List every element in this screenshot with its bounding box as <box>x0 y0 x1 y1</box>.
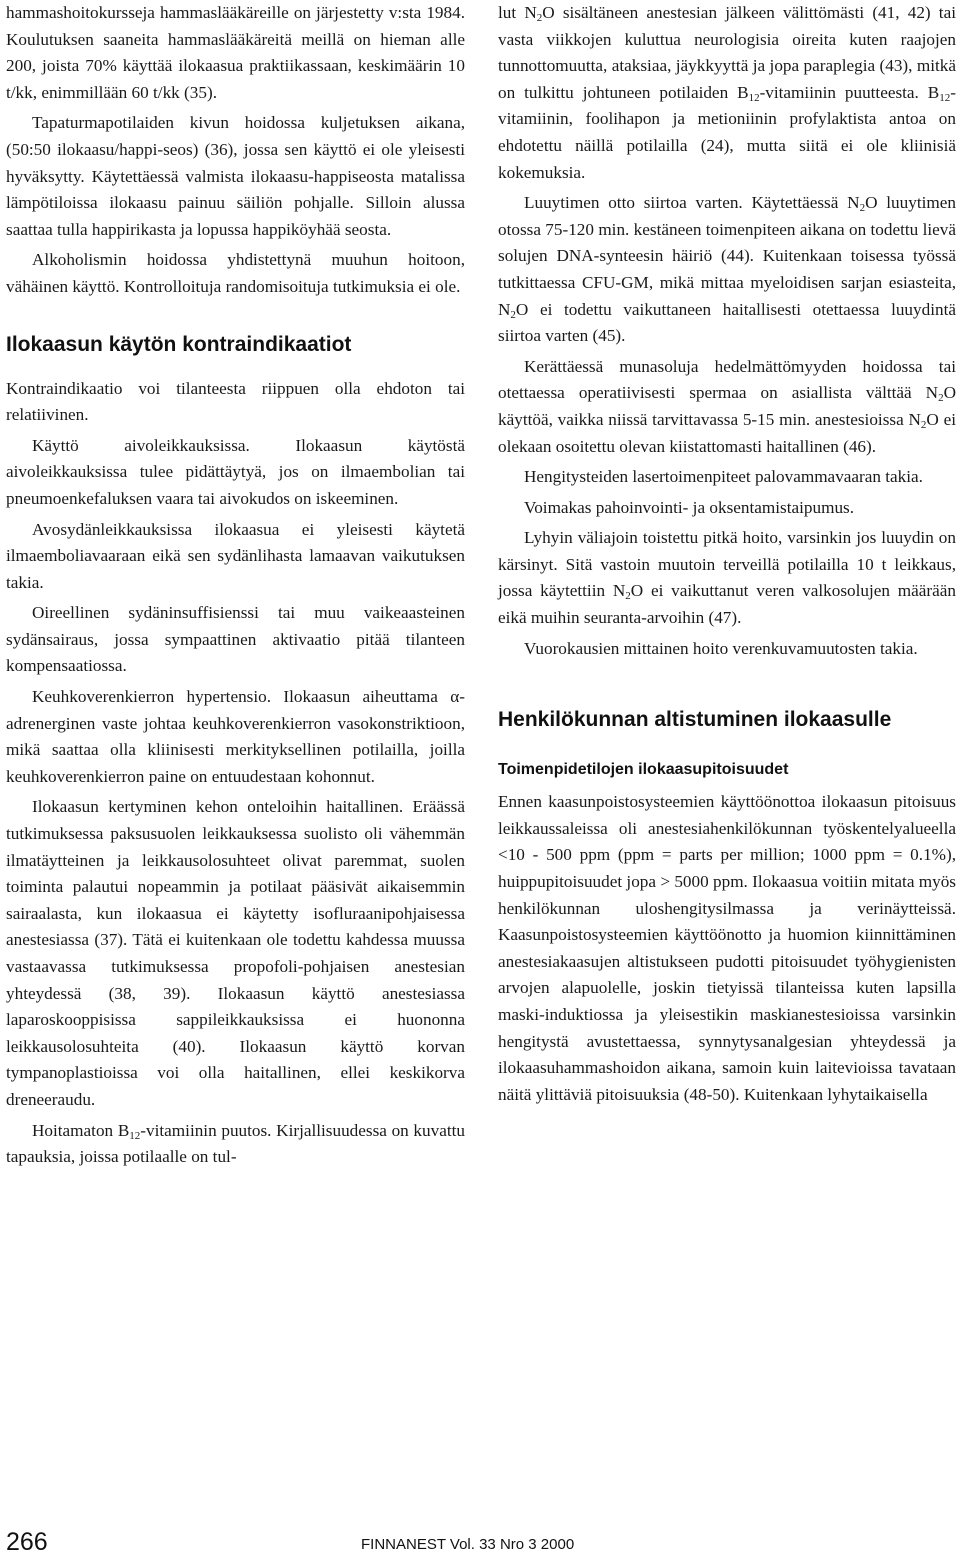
journal-citation: FINNANEST Vol. 33 Nro 3 2000 <box>361 1536 575 1553</box>
paragraph-b12-deficiency: Hoitamaton $B_{12}$-vitamiinin puutos. Kirjallisuudessa on kuvattu tapauksia, joissa potilaalle on tul- <box>6 1120 465 1167</box>
paragraph-concentrations: Ennen kaasunpoistosysteemien käyttöönottoa ilokaasun pitoisuus leikkaussaleissa oli anestesiahenkilökunnan työskentelyalueella <10 - 500 ppm (ppm = parts per million; 1000 ppm = 0.1%), huippupitoisuudet jopa > 5000 ppm. Ilokaasua voitiin mitata myös henkilökunnan uloshengitysilmassa ja verinäytteissä. Kaasunpoistosysteemien käyttöönotto ja huomion kiinnittäminen anestesiakaasujen altistukseen pudotti pitoisuudet työhygienisten arvojen alapuolelle, joskin tietyissä tilanteissa kuten lapsilla maski-induktiossa ja yleisestikin maskianestesioissa varsinkin hengitystä avustettaessa, synnytysanalgesian yhteydessä ja ilokaasuhammashoidon aikana, samoin kuin laitevioissa tavataan näitä ylittäviä pitoisuuksia (48-50). Kuitenkaan lyhytaikaisella <box>498 792 956 1104</box>
paragraph-body-cavities: Ilokaasun kertyminen kehon onteloihin haitallinen. Eräässä tutkimuksessa paksusuolen leikkauksessa suolisto oli vähemmän ilmatäytteinen ja leikkausolosuhteet olivat paremmat, suolen toiminta palautui nopeammin ja potilaat pääsivät aikaisemmin sairaalasta, kun ilokaasua ei käytetty isofluraanipohjaisessa anestesiassa (37). Tätä ei kuitenkaan ole todettu kahdessa muussa vastaavassa tutkimuksessa propofoli-pohjaisen anestesian yhteydessä (38, 39). Ilokaasun käyttö anestesiassa laparoskooppisissa sappileikkauksissa ei huononna leikkausolosuhteita (40). Ilokaasun käyttö korvan tympanoplastioissa voi olla haitallinen, ellei keskikorva dreneeraudu. <box>6 797 465 1109</box>
paragraph-open-heart: Avosydänleikkauksissa ilokaasua ei yleisesti käytetä ilmaemboliavaaraan eikä sen sydänlihasta lamaavan vaikutuksen takia. <box>6 519 465 592</box>
page-number: 266 <box>6 1528 48 1556</box>
paragraph-bone-marrow: Luuytimen otto siirtoa varten. Käytettäessä $N_2O$ luuytimen otossa 75-120 min. kestäneen toimenpiteen aikana on todettu lievä solujen DNA-synteesin häiriö (44). Kuitenkaan toisessa työssä tutkittaessa CFU-GM, mikä mittaa myeloidisen sarjan esiasteita, $N_2O$ ei todettu vaikuttaneen haitallisesti otettaessa luuydintä siirtoa varten (45). <box>498 193 956 346</box>
paragraph-nausea: Voimakas pahoinvointi- ja oksentamistaipumus. <box>524 497 855 517</box>
page-footer <box>6 1528 956 1562</box>
left-column <box>6 0 465 1175</box>
paragraph-trauma-patients: Tapaturmapotilaiden kivun hoidossa kuljetuksen aikana, (50:50 ilokaasu/happi-seos) (36), jossa sen käyttö ei ole yleisesti hyväksytty. Käytettäessä valmista ilokaasu-happiseosta matalissa lämpötiloissa ilokaasu painuu säiliön pohjalle. Silloin alussa saattaa tulla happirikasta ja lopussa happiköyhää seosta. <box>6 113 465 239</box>
paragraph-fertility: Kerättäessä munasoluja hedelmättömyyden hoidossa tai otettaessa operatiivisesti spermaa on asiallista välttää $N_2O$ käyttöä, vaikka niissä tarvittavassa 5-15 min. anestesioissa $N_2O$ ei olekaan osoitettu olevan kiistattomasti haitallinen (46). <box>498 356 956 456</box>
paragraph-alcoholism: Alkoholismin hoidossa yhdistettynä muuhun hoitoon, vähäinen käyttö. Kontrolloituja randomisoituja tutkimuksia ei ole. <box>6 250 465 296</box>
paragraph-dental-training: hammashoitokursseja hammaslääkäreille on järjestetty v:sta 1984. Koulutuksen saaneita hammaslääkäreitä meillä on hieman alle 200, joista 70% käyttää ilokaasua praktiikassaan, keskimäärin 10 t/kk, enimmillään 60 t/kk (35). <box>6 3 465 102</box>
paragraph-brain-surgery: Käyttö aivoleikkauksissa. Ilokaasun käytöstä aivoleikkauksissa tulee pidättäytyä, jos on ilmaembolian tai pneumoenkefaluksen vaara tai aivokudos on iskeeminen. <box>6 435 465 508</box>
subheading-concentrations: Toimenpidetilojen ilokaasupitoisuudet <box>498 761 789 779</box>
section-heading-contraindications: Ilokaasun käytön kontraindikaatiot <box>6 332 352 356</box>
paragraph-heart-failure: Oireellinen sydäninsuffisienssi tai muu vaikeaasteinen sydänsairaus, jossa sympaattinen aktivaatio pitää tilanteen kompensaatiossa. <box>6 603 465 676</box>
paragraph-repeated-treatment: Lyhyin väliajoin toistettu pitkä hoito, varsinkin jos luuydin on kärsinyt. Sitä vastoin muutoin terveillä potilailla 10 t leikkaus, jossa käytettiin $N_2O$ ei vaikuttanut veren valkosolujen määrään eikä muihin seuranta-arvoihin (47). <box>498 528 956 628</box>
paragraph-pulmonary-hypertension: Keuhkoverenkierron hypertensio. Ilokaasun aiheuttama α-adrenerginen vaste johtaa keuhkoverenkierron vasokonstriktioon, mikä saattaa olla kliinisesti merkityksellinen potilailla, joilla keuhkoverenkierron paine on entuudestaan kohonnut. <box>6 687 465 786</box>
paragraph-b12-continued: lut $N_2O$ sisältäneen anestesian jälkeen välittömästi (41, 42) tai vasta viikkojen kuluttua neurologisia oireita kuten raajojen tunnottomuutta, ataksiaa, jäykkyyttä ja jopa paraplegia (43), mitkä on tulkittu johtuneen potilaiden $B_{12}$-vitamiinin puutteesta. $B_{12}$-vitamiinin, foolihapon ja metioniinin profylaktista antoa on ehdotettu näillä potilailla (24), mutta siitä ei ole kliinisiä kokemuksia. <box>498 3 956 182</box>
paragraph-contra-intro: Kontraindikaatio voi tilanteesta riippuen olla ehdoton tai relatiivinen. <box>6 378 465 425</box>
paragraph-laser: Hengitysteiden lasertoimenpiteet palovammavaaran takia. <box>524 467 923 487</box>
section-heading-staff-exposure: Henkilökunnan altistuminen ilokaasulle <box>498 708 892 732</box>
right-column <box>498 0 956 1112</box>
paragraph-day-long-treatment: Vuorokausien mittainen hoito verenkuvamuutosten takia. <box>524 638 918 658</box>
